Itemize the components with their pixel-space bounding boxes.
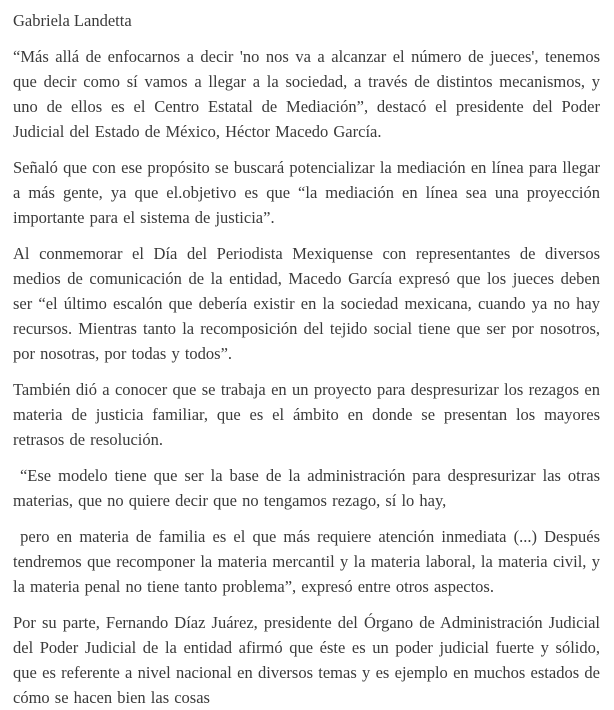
byline: Gabriela Landetta	[13, 11, 132, 30]
paragraph-mediacion-en-linea: Señaló que con ese propósito se buscará potencializar la mediación en línea para llegar a más gente, ya que el.objetivo es que “la mediación en línea sea una proyección importante para el sistema de justicia”.	[13, 158, 600, 227]
paragraph-quote-macedo: “Más allá de enfocarnos a decir 'no nos va a alcanzar el número de jueces', tenemos que decir como sí vamos a llegar a la sociedad, a través de distintos mecanismos, y uno de ellos es el Centro Estatal de Mediación”, destacó el presidente del Poder Judicial del Estado de México, Héctor Macedo García.	[13, 47, 600, 141]
paragraph-diaz-juarez: Por su parte, Fernando Díaz Juárez, presidente del Órgano de Administración Judicial del Poder Judicial de la entidad afirmó que éste es un poder judicial fuerte y sólido, que es referente a nivel nacional en diversos temas y es ejemplo en muchos estados de cómo se hacen bien las cosas	[13, 613, 600, 707]
paragraph-justicia-familiar: También dió a conocer que se trabaja en un proyecto para despresurizar los rezagos en materia de justicia familiar, que es el ámbito en donde se presentan los mayores retrasos de resolución.	[13, 380, 600, 449]
paragraph-ese-modelo: “Ese modelo tiene que ser la base de la administración para despresurizar las otras materias, que no quiere decir que no tengamos rezago, sí lo hay,	[13, 466, 600, 510]
paragraph-materias: pero en materia de familia es el que más requiere atención inmediata (...) Después tendremos que recomponer la materia mercantil y la materia laboral, la materia civil, y la materia penal no tiene tanto problema”, expresó entre otros aspectos.	[13, 527, 600, 596]
paragraph-dia-del-periodista: Al conmemorar el Día del Periodista Mexiquense con representantes de diversos medios de comunicación de la entidad, Macedo García expresó que los jueces deben ser “el último escalón que debería existir en la sociedad mexicana, cuando ya no hay recursos. Mientras tanto la recomposición del tejido social tiene que ser por nosotros, por nosotras, por todas y todos”.	[13, 244, 600, 363]
